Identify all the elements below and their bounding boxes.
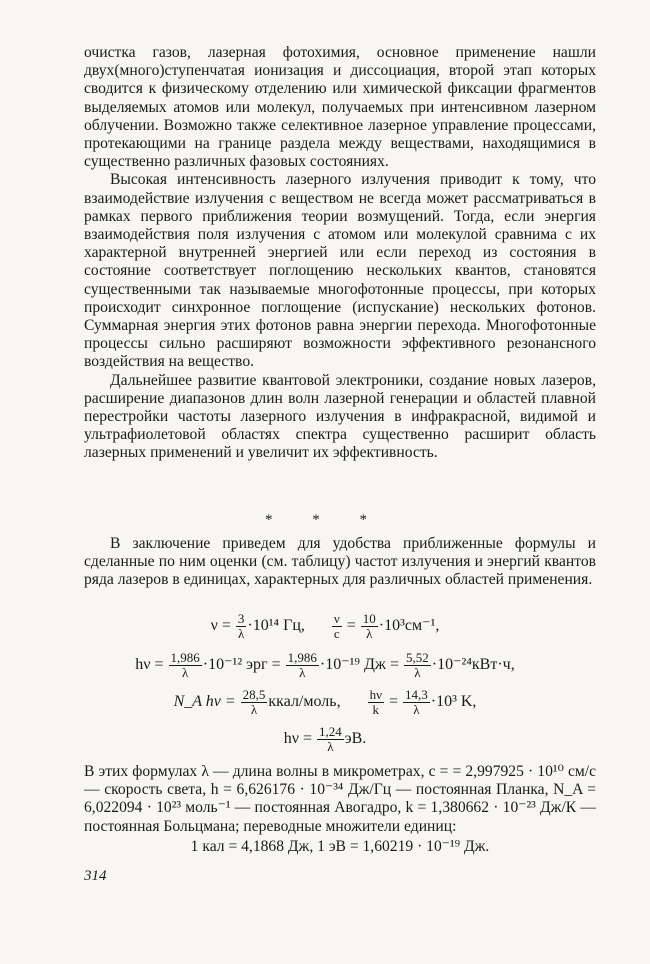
f1a-rhs: ·10¹⁴ Гц, bbox=[247, 617, 305, 635]
f3-fraction-1 bbox=[241, 688, 268, 717]
f3-den2: k bbox=[372, 702, 379, 717]
formula-ev bbox=[0, 725, 650, 754]
f2-m2: ·10⁻¹⁹ Дж = bbox=[319, 656, 399, 674]
section-separator: * * * bbox=[265, 512, 385, 528]
f3-num3: 14,3 bbox=[404, 687, 428, 702]
f3-lhs: N_A hν = bbox=[173, 693, 236, 711]
f2-fraction-2 bbox=[286, 651, 319, 680]
formula-energy bbox=[0, 651, 650, 680]
f1a-num: 3 bbox=[237, 611, 245, 626]
f2-fraction-3 bbox=[404, 651, 431, 680]
f2-m1: ·10⁻¹² эрг = bbox=[202, 656, 281, 674]
f3-den1: λ bbox=[250, 702, 258, 717]
f2-num2: 1,986 bbox=[287, 650, 317, 665]
f3-den3: λ bbox=[413, 702, 420, 717]
page-number: 314 bbox=[84, 868, 107, 884]
f1b-fraction-2 bbox=[361, 612, 378, 641]
f3-m1: ккал/моль, bbox=[268, 693, 341, 711]
f1b-den1: c bbox=[333, 626, 340, 641]
f3-fraction-2 bbox=[368, 688, 384, 717]
f1b-fraction-1 bbox=[332, 612, 342, 641]
f1b-rhs: ·10³см⁻¹, bbox=[378, 617, 440, 635]
paragraph-4: В заключение приведем для удобства приближенные формулы и сделанные по ним оценки (см. таблицу) частот излучения и энергий квантов ряда лазеров в единицах, характерных для различных областей применения. bbox=[84, 535, 596, 589]
f3-m3: ·10³ K, bbox=[430, 693, 477, 711]
f2-m3: ·10⁻²⁴кВт·ч, bbox=[431, 656, 515, 674]
paragraph-3: Дальнейшее развитие квантовой электроники, создание новых лазеров, расширение диапазонов длин волн лазерной генерации и областей плавной перестройки частоты лазерного излучения в инфракрасной, видимой и ультрафиолетовой областях спектра существенно расширит область лазерных применений и увеличит их эффективность. bbox=[84, 371, 596, 462]
f2-fraction-1 bbox=[169, 651, 202, 680]
f4-den: λ bbox=[327, 739, 334, 754]
text-column-upper bbox=[84, 44, 596, 463]
f2-lhs: hν = bbox=[135, 656, 164, 674]
f2-den2: λ bbox=[299, 665, 306, 680]
text-column-conclusion bbox=[84, 535, 596, 590]
f2-num3: 5,52 bbox=[406, 650, 429, 665]
paragraph-1: очистка газов, лазерная фотохимия, основное применение нашли двух(много)ступенчатая ионизация и диссоциация, второй этап которых сводится к физическому отделению или химической фиксации фрагментов выделяемых атомов или молекул, получаемых при интенсивном лазерном облучении. Возможно также селективное лазерное управление процессами, протекающими на границе раздела между веществами, находящимися в существенно различных фазовых состояниях. bbox=[84, 44, 596, 171]
f4-lhs: hν = bbox=[283, 730, 312, 748]
f4-fraction bbox=[317, 725, 344, 754]
f4-num: 1,24 bbox=[318, 724, 342, 739]
f1b-eq: = bbox=[346, 617, 356, 635]
f1a-fraction bbox=[236, 612, 247, 641]
text-column-constants bbox=[84, 763, 596, 856]
f3-eq: = bbox=[388, 693, 398, 711]
conversion-line: 1 кал = 4,1868 Дж, 1 эВ = 1,60219 · 10⁻¹⁹ Дж. bbox=[190, 837, 490, 855]
f2-num1: 1,986 bbox=[170, 650, 200, 665]
formula-frequency bbox=[0, 612, 650, 641]
f2-den1: λ bbox=[182, 665, 189, 680]
f1a-den: λ bbox=[237, 626, 245, 641]
f1a-lhs: ν = bbox=[210, 617, 231, 635]
paragraph-5: В этих формулах λ — длина волны в микрометрах, c = = 2,997925 · 10¹⁰ см/с — скорость света, h = 6,626176 · 10⁻³⁴ Дж/Гц — постоянная Планка, N_A = 6,022094 · 10²³ моль⁻¹ — постоянная Авогадро, k = 1,380662 · 10⁻²³ Дж/К — постоянная Больцмана; переводные множители единиц: bbox=[84, 763, 596, 835]
paragraph-2: Высокая интенсивность лазерного излучения приводит к тому, что взаимодействие излучения с веществом не всегда может рассматриваться в рамках первого приближения теории возмущений. Тогда, если энергия взаимодействия поля излучения с атомом или молекулой сравнима с их характерной внутренней энергией или если переход из состояния в состояние соответствует поглощению нескольких квантов, становятся существенными так называемые многофотонные процессы, при которых происходит синхронное поглощение (испускание) нескольких фотонов. Суммарная энергия этих фотонов равна энергии перехода. Многофотонные процессы сильно расширяют возможности эффективного резонансного воздействия на вещество. bbox=[84, 171, 596, 371]
f2-den3: λ bbox=[414, 665, 421, 680]
f1b-num2: 10 bbox=[362, 611, 376, 626]
f3-num2: hν bbox=[369, 687, 382, 702]
f1b-den2: λ bbox=[366, 626, 373, 641]
f3-num1: 28,5 bbox=[242, 687, 266, 702]
f3-fraction-3 bbox=[403, 688, 430, 717]
f4-rhs: эВ. bbox=[344, 730, 367, 748]
formula-molar bbox=[0, 688, 650, 717]
f1b-num1: ν bbox=[333, 611, 340, 626]
